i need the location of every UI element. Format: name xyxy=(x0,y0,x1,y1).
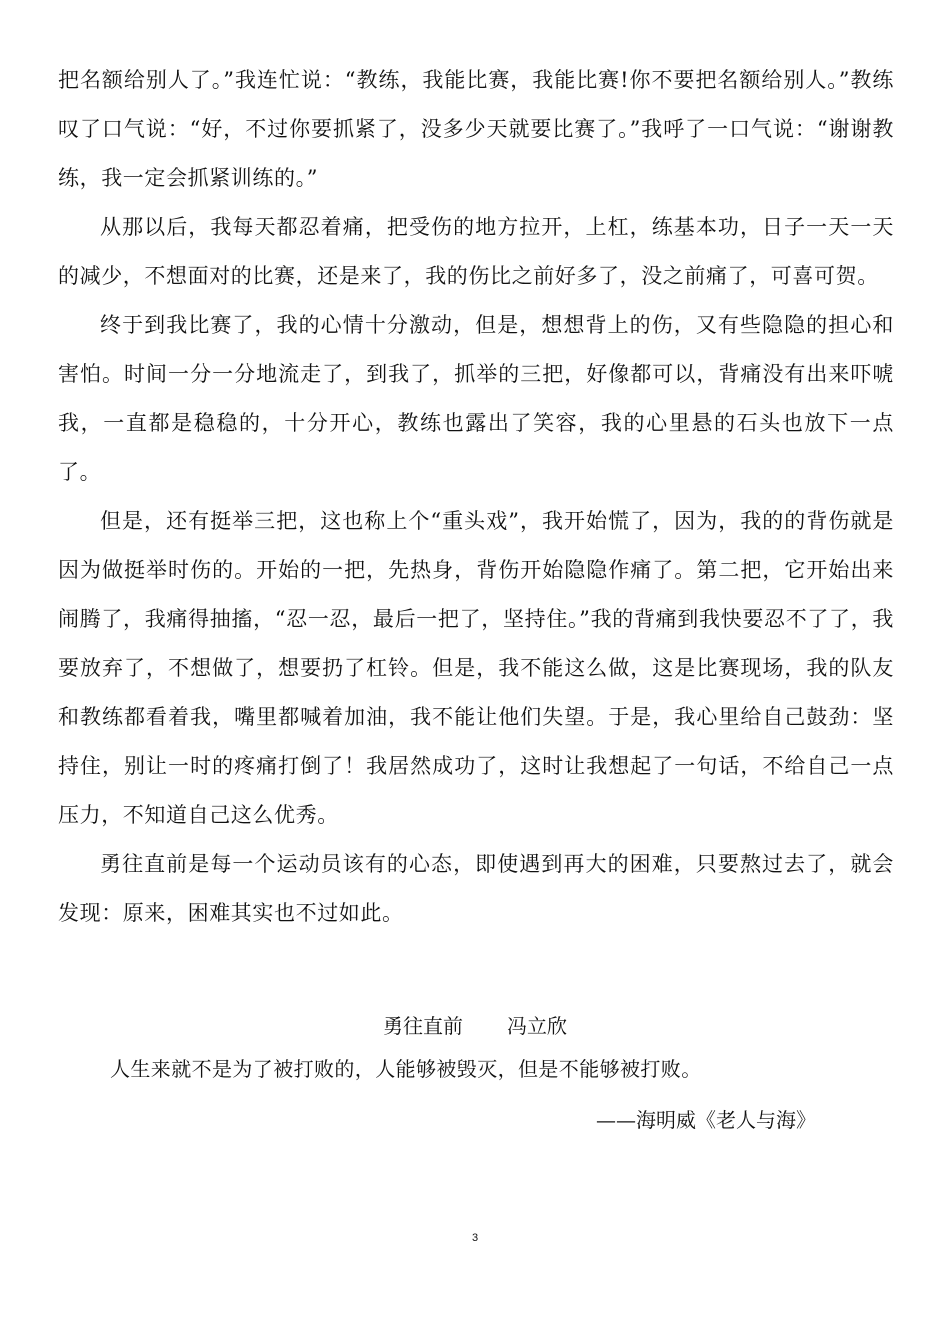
epigraph-source: ——海明威《老人与海》 xyxy=(596,1108,816,1132)
essay-author: 冯立欣 xyxy=(507,1014,567,1038)
paragraph-continued: 把名额给别人了。”我连忙说：“教练，我能比赛，我能比赛!你不要把名额给别人。”教练叹了口气说：“好，不过你要抓紧了，没多少天就要比赛了。”我呼了一口气说：“谢谢教练，我一定会抓紧训练的。” xyxy=(58,68,894,190)
paragraph: 勇往直前是每一个运动员该有的心态，即使遇到再大的困难，只要熬过去了，就会发现：原来，困难其实也不过如此。 xyxy=(58,852,894,925)
essay-heading xyxy=(0,1010,950,1042)
essay-title: 勇往直前 xyxy=(383,1014,463,1038)
epigraph-quote: 人生来就不是为了被打败的，人能够被毁灭，但是不能够被打败。 xyxy=(110,1057,702,1081)
paragraph: 终于到我比赛了，我的心情十分激动，但是，想想背上的伤，又有些隐隐的担心和害怕。时间一分一分地流走了，到我了，抓举的三把，好像都可以，背痛没有出来吓唬我，一直都是稳稳的，十分开心，教练也露出了笑容，我的心里悬的石头也放下一点了。 xyxy=(58,313,894,484)
paragraph: 但是，还有挺举三把，这也称上个“重头戏”，我开始慌了，因为，我的的背伤就是因为做挺举时伤的。开始的一把，先热身，背伤开始隐隐作痛了。第二把，它开始出来闹腾了，我痛得抽搐，“忍一忍，最后一把了，坚持住。”我的背痛到我快要忍不了了，我要放弃了，不想做了，想要扔了杠铃。但是，我不能这么做，这是比赛现场，我的队友和教练都看着我，嘴里都喊着加油，我不能让他们失望。于是，我心里给自己鼓劲：坚持住，别让一时的疼痛打倒了！我居然成功了，这时让我想起了一句话，不给自己一点压力，不知道自己这么优秀。 xyxy=(58,509,894,827)
paragraph: 从那以后，我每天都忍着痛，把受伤的地方拉开，上杠，练基本功，日子一天一天的减少，不想面对的比赛，还是来了，我的伤比之前好多了，没之前痛了，可喜可贺。 xyxy=(58,215,894,288)
page-number: 3 xyxy=(471,1232,479,1244)
essay-body xyxy=(58,56,894,938)
